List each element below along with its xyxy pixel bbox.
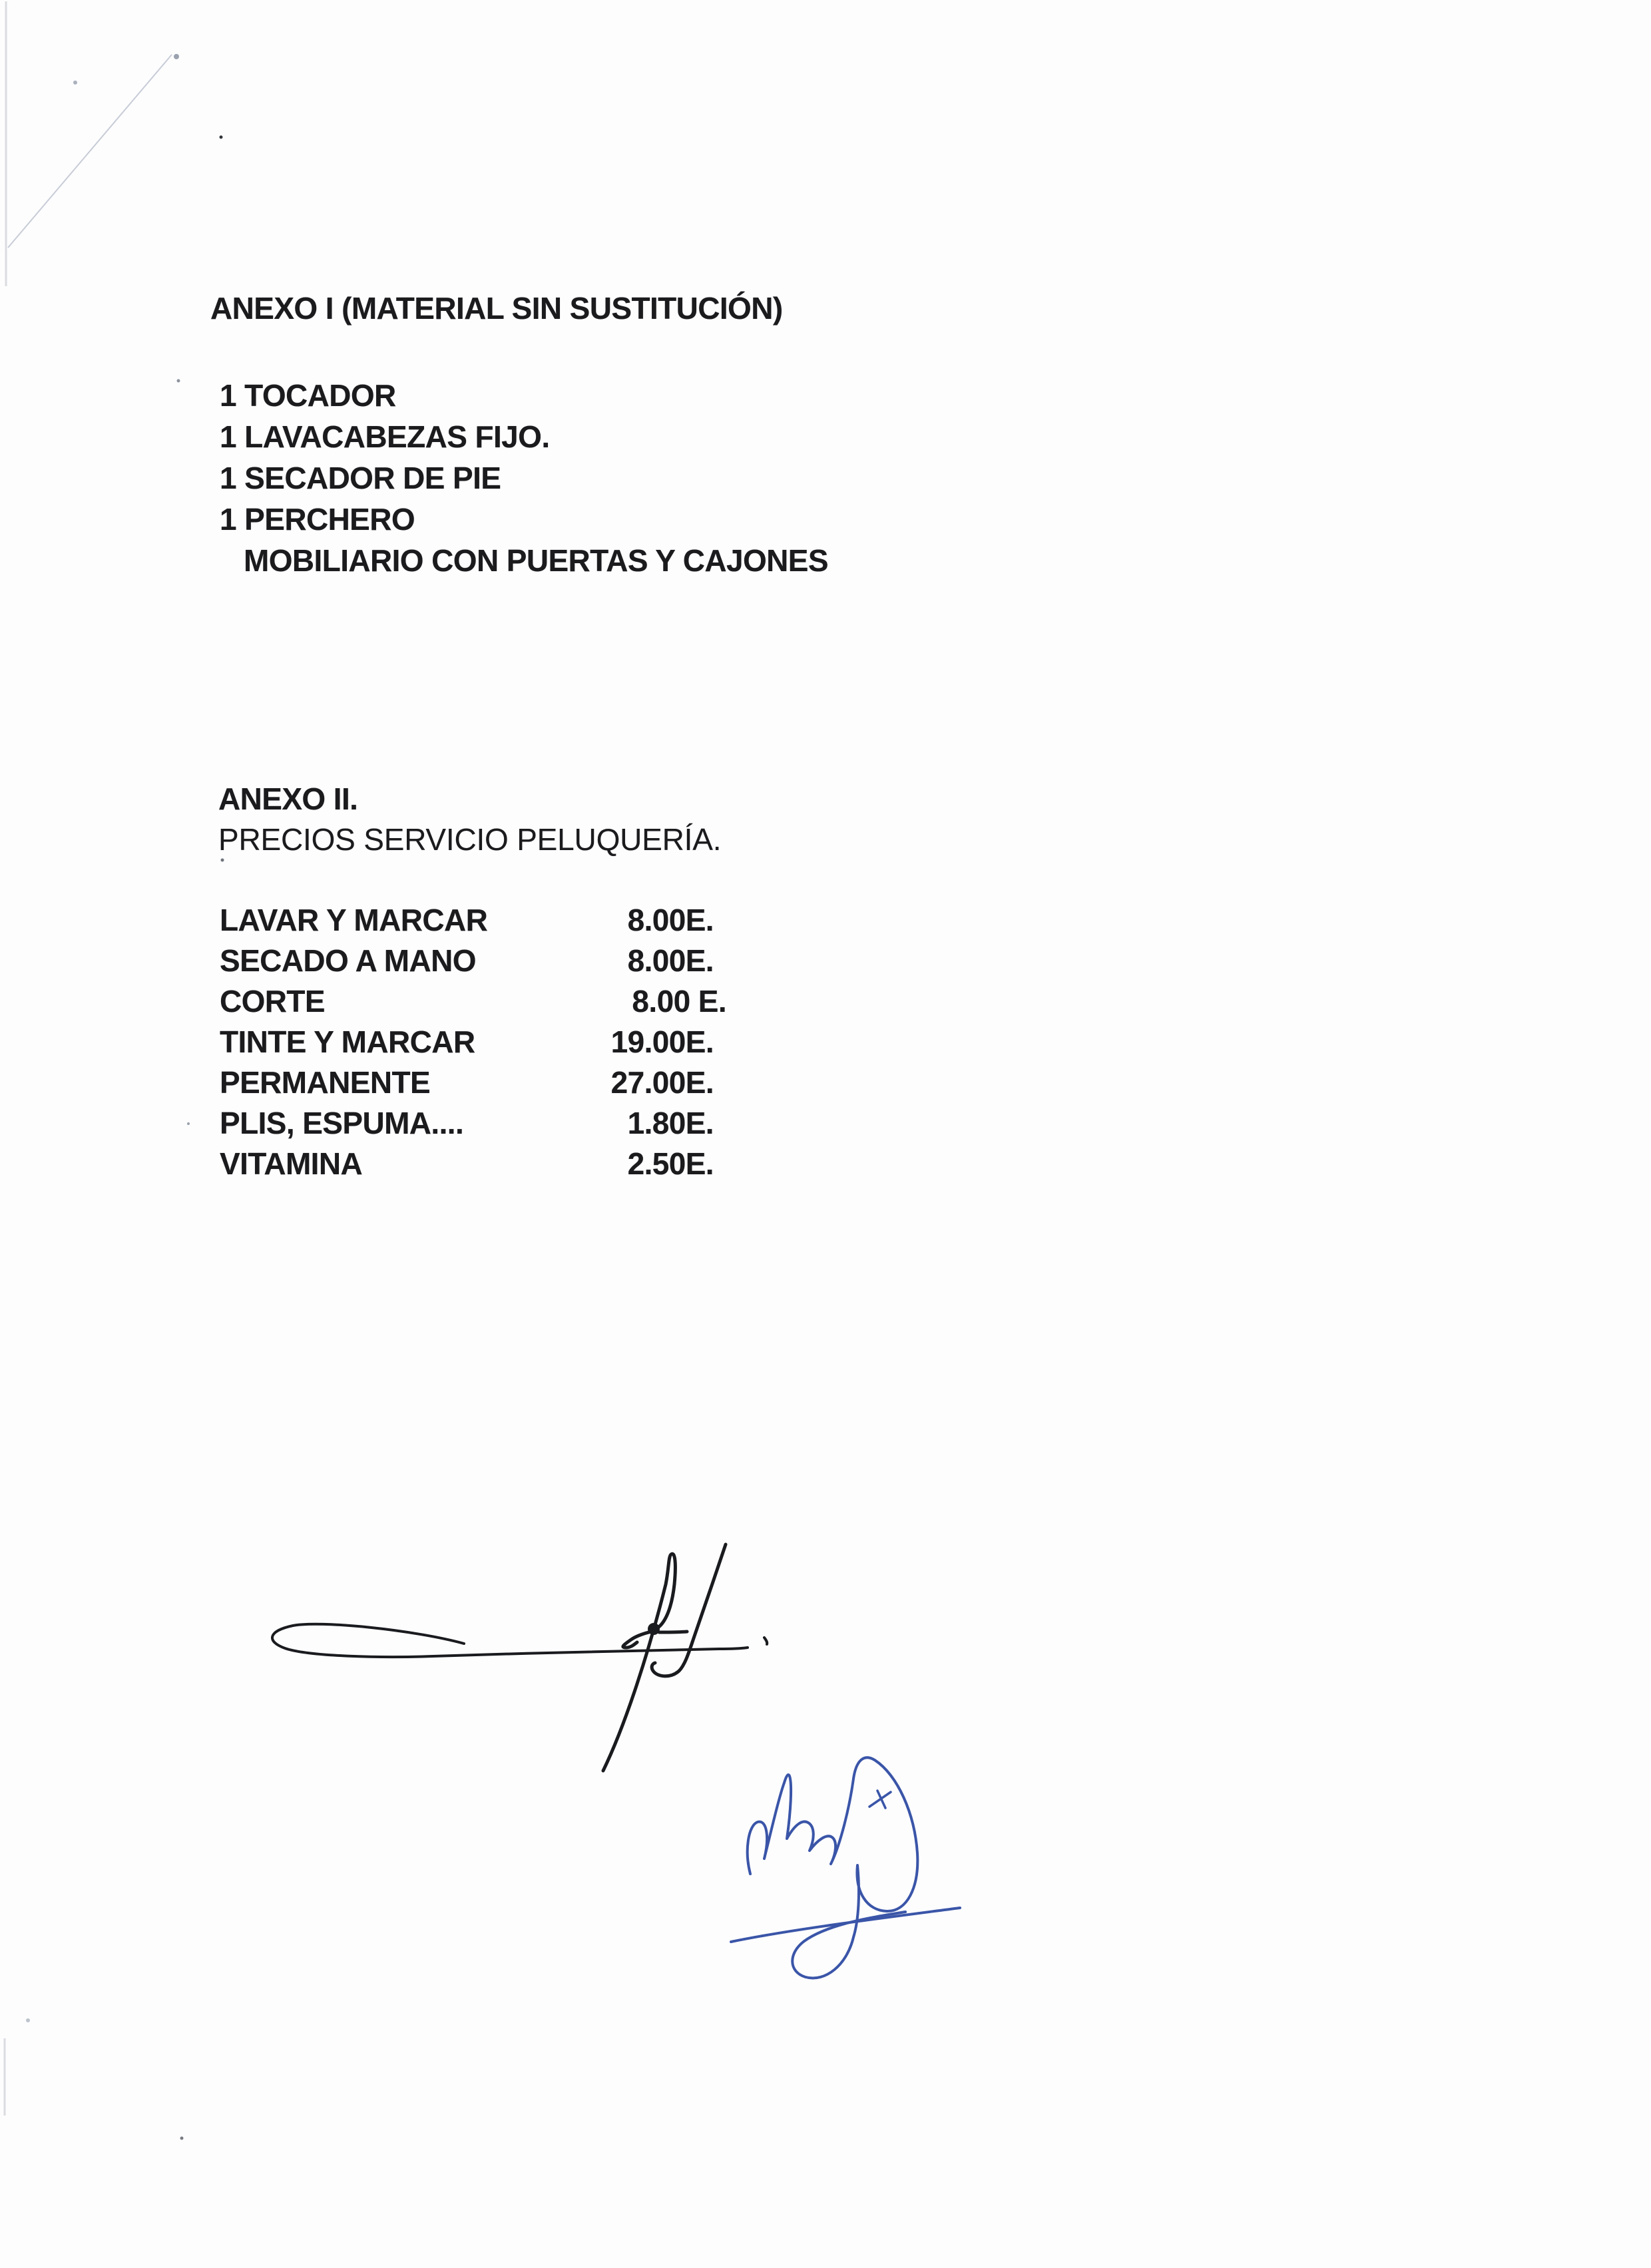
service-name: SECADO A MANO	[220, 943, 476, 978]
service-name: PLIS, ESPUMA....	[220, 1106, 464, 1140]
annex1-list-item: 1 SECADOR DE PIE	[220, 461, 501, 495]
annex1-list-item: 1 TOCADOR	[220, 378, 396, 413]
scan-scratch-line	[8, 55, 172, 248]
price-row	[220, 1103, 714, 1144]
price-value: 8.00 E.	[632, 984, 726, 1019]
scan-speck	[220, 136, 223, 139]
price-value: 27.00E.	[610, 1065, 714, 1100]
scan-speck	[180, 2137, 184, 2140]
price-value: 19.00E.	[610, 1024, 714, 1059]
annex2-subtitle: PRECIOS SERVICIO PELUQUERÍA.	[218, 822, 722, 857]
annex1-item-list	[220, 375, 828, 581]
price-row	[220, 941, 714, 981]
price-row	[220, 1022, 714, 1062]
blue-ink-signature	[719, 1744, 972, 1990]
scan-speck	[174, 54, 179, 59]
black-ink-signature	[260, 1524, 779, 1791]
service-name: VITAMINA	[220, 1146, 363, 1181]
scan-speck	[187, 1122, 190, 1125]
service-name: PERMANENTE	[220, 1065, 431, 1100]
price-row	[220, 981, 726, 1022]
price-value: 8.00E.	[627, 903, 714, 937]
annex1-list-item: 1 LAVACABEZAS FIJO.	[220, 419, 550, 454]
service-name: LAVAR Y MARCAR	[220, 903, 488, 937]
scan-speck	[73, 81, 77, 85]
service-name: TINTE Y MARCAR	[220, 1024, 475, 1059]
annex1-list-item: 1 PERCHERO	[220, 502, 415, 537]
scan-speck	[177, 379, 180, 383]
annex1-list-item: MOBILIARIO CON PUERTAS Y CAJONES	[244, 543, 828, 578]
price-row	[220, 900, 714, 941]
service-name: CORTE	[220, 984, 326, 1019]
scan-speck	[26, 2018, 30, 2022]
annex2-title: ANEXO II.	[218, 782, 358, 816]
annex1-title: ANEXO I (MATERIAL SIN SUSTITUCIÓN)	[210, 291, 783, 326]
price-value: 8.00E.	[627, 943, 714, 978]
price-row	[220, 1062, 714, 1103]
price-list	[220, 900, 726, 1184]
price-value: 1.80E.	[627, 1106, 714, 1140]
price-row	[220, 1144, 714, 1184]
price-value: 2.50E.	[627, 1146, 714, 1181]
